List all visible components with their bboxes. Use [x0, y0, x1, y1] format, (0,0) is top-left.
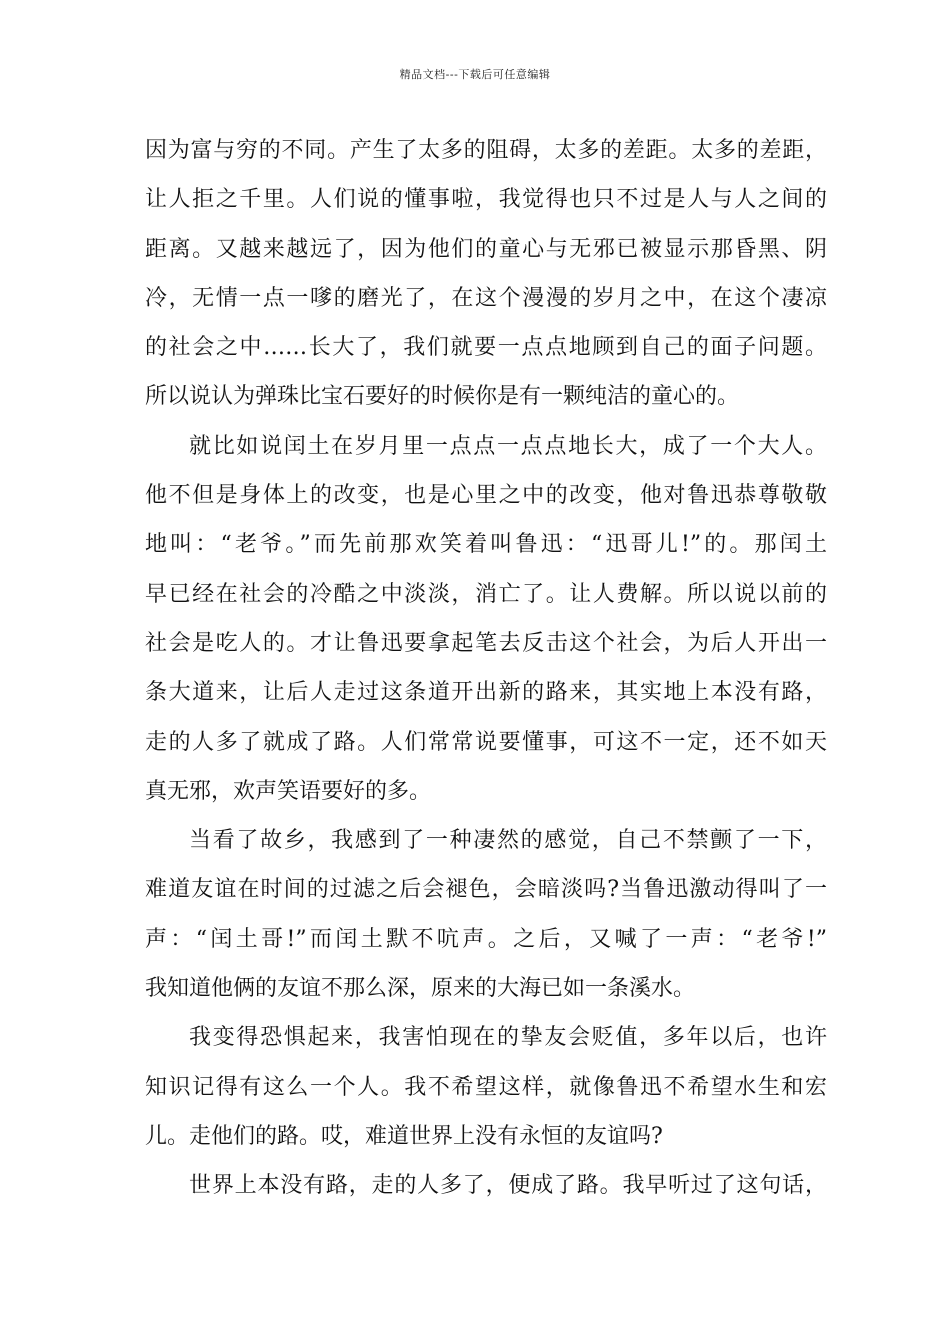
paragraph-first-line: 就比如说闰土在岁月里一点点一点点地长大，成了一个大人。 — [189, 433, 827, 459]
paragraph-first-line: 当看了故乡，我感到了一种凄然的感觉，自己不禁颤了一下， — [189, 828, 827, 854]
text-line: 声：“闰土哥!”而闰土默不吭声。之后，又喊了一声：“老爷!” — [145, 926, 827, 952]
text-line: 因为富与穷的不同。产生了太多的阻碍，太多的差距。太多的差距， — [145, 138, 827, 163]
text-line: 让人拒之千里。人们说的懂事啦，我觉得也只不过是人与人之间的 — [145, 187, 827, 213]
text-line: 他不但是身体上的改变，也是心里之中的改变，他对鲁迅恭尊敬敬 — [145, 483, 827, 509]
text-line: 所以说认为弹珠比宝石要好的时候你是有一颗纯洁的童心的。 — [145, 384, 740, 410]
text-line: 社会是吃人的。才让鲁迅要拿起笔去反击这个社会，为后人开出一 — [145, 630, 827, 656]
page-header: 精品文档---下载后可任意编辑 — [399, 68, 551, 81]
text-line: 冷，无情一点一嗲的磨光了，在这个漫漫的岁月之中，在这个凄凉 — [145, 285, 827, 311]
text-line: 走的人多了就成了路。人们常常说要懂事，可这不一定，还不如天 — [145, 729, 827, 755]
text-line: 我知道他俩的友谊不那么深，原来的大海已如一条溪水。 — [145, 976, 696, 1002]
text-line: 早已经在社会的冷酷之中淡淡，消亡了。让人费解。所以说以前的 — [145, 581, 827, 607]
text-line: 的社会之中……长大了，我们就要一点点地顾到自己的面子问题。 — [145, 335, 827, 361]
paragraph-first-line: 我变得恐惧起来，我害怕现在的挚友会贬值，多年以后，也许 — [189, 1025, 827, 1051]
document-body — [145, 126, 827, 1211]
text-line: 地叫：“老爷。”而先前那欢笑着叫鲁迅：“迅哥儿!”的。那闰土 — [145, 532, 827, 558]
text-line: 儿。走他们的路。哎，难道世界上没有永恒的友谊吗? — [145, 1123, 663, 1149]
text-line: 知识记得有这么一个人。我不希望这样，就像鲁迅不希望水生和宏 — [145, 1074, 827, 1100]
text-line: 难道友谊在时间的过滤之后会褪色，会暗淡吗?当鲁迅激动得叫了一 — [145, 877, 827, 903]
text-line: 条大道来，让后人走过这条道开出新的路来，其实地上本没有路， — [145, 680, 827, 706]
text-line: 距离。又越来越远了，因为他们的童心与无邪已被显示那昏黑、阴 — [145, 236, 827, 262]
paragraph-first-line: 世界上本没有路，走的人多了，便成了路。我早听过了这句话， — [189, 1173, 827, 1199]
text-line: 真无邪，欢声笑语要好的多。 — [145, 778, 432, 804]
